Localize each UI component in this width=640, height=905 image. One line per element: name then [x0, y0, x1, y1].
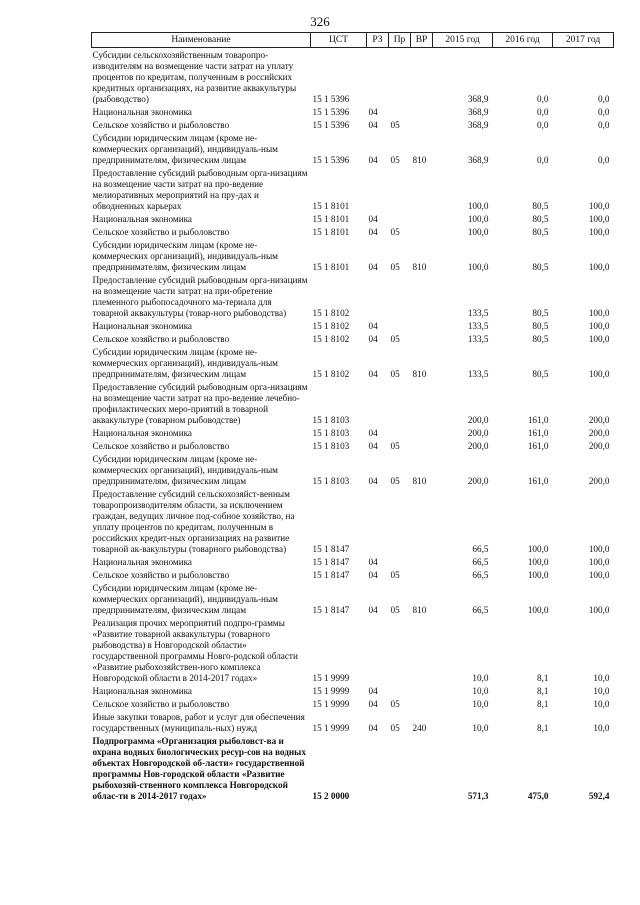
row-2017: 592,4 — [588, 791, 610, 801]
row-pr: 05 — [390, 605, 400, 615]
row-2017: 10,0 — [593, 699, 610, 709]
table-row — [92, 568, 614, 581]
row-cst: 15 1 8101 — [312, 214, 350, 224]
table-row — [92, 131, 614, 166]
row-cst: 15 1 5396 — [312, 155, 350, 165]
row-vr — [411, 555, 433, 568]
table-row — [92, 332, 614, 345]
row-2017: 100,0 — [588, 557, 610, 567]
row-vr — [411, 426, 433, 439]
row-cst: 15 1 9999 — [312, 686, 350, 696]
row-name: Субсидии юридическим лицам (кроме не-коммерческих организаций), индивидуаль-ным предпринимателям, физическим лицам — [92, 454, 278, 486]
row-2016: 475,0 — [527, 791, 549, 801]
row-2017: 100,0 — [588, 321, 610, 331]
row-rz: 04 — [368, 570, 378, 580]
row-vr — [411, 212, 433, 225]
row-cst: 15 1 8101 — [312, 262, 350, 272]
row-2017: 100,0 — [588, 201, 610, 211]
row-2017: 100,0 — [588, 334, 610, 344]
row-2016: 0,0 — [537, 94, 549, 104]
row-2017: 10,0 — [593, 673, 610, 683]
row-cst: 15 1 8147 — [312, 570, 350, 580]
page-number: 326 — [310, 14, 330, 29]
table-row — [92, 439, 614, 452]
row-2017: 0,0 — [598, 107, 610, 117]
table-row — [92, 225, 614, 238]
row-name: Сельское хозяйство и рыболовство — [92, 570, 230, 580]
row-2017: 200,0 — [588, 476, 610, 486]
row-2015: 200,0 — [467, 476, 489, 486]
row-pr — [389, 555, 411, 568]
table-row — [92, 555, 614, 568]
row-rz — [367, 616, 389, 684]
row-pr — [389, 616, 411, 684]
row-2017: 200,0 — [588, 428, 610, 438]
row-cst: 15 1 8102 — [312, 369, 350, 379]
row-cst: 15 1 9999 — [312, 673, 350, 683]
row-2016: 0,0 — [537, 120, 549, 130]
row-2016: 161,0 — [527, 441, 549, 451]
row-2016: 161,0 — [527, 476, 549, 486]
row-rz — [367, 734, 389, 802]
row-name: Предоставление субсидий рыбоводным орга-низациям на возмещение части затрат на при-обретение племенного рыбопосадочного ма-териала для товарной аквакультуры (товар-ного рыбоводства) — [92, 275, 308, 318]
table-row — [92, 581, 614, 616]
row-cst: 15 1 8101 — [312, 201, 350, 211]
row-rz: 04 — [368, 605, 378, 615]
row-cst: 15 1 8103 — [312, 415, 350, 425]
table-row — [92, 710, 614, 734]
row-name: Иные закупки товаров, работ и услуг для обеспечения государственных (муниципаль-ных) нужд — [92, 712, 305, 733]
row-2016: 161,0 — [527, 415, 549, 425]
row-2015: 100,0 — [467, 227, 489, 237]
row-name: Национальная экономика — [92, 214, 193, 224]
row-pr: 05 — [390, 570, 400, 580]
row-vr — [411, 616, 433, 684]
table-row — [92, 697, 614, 710]
row-2015: 66,5 — [472, 570, 489, 580]
row-rz: 04 — [368, 699, 378, 709]
table-row — [92, 426, 614, 439]
row-2016: 80,5 — [532, 334, 549, 344]
row-pr — [389, 48, 411, 106]
row-vr — [411, 439, 433, 452]
row-cst: 15 1 5396 — [312, 120, 350, 130]
row-pr: 05 — [390, 262, 400, 272]
table-row — [92, 273, 614, 319]
row-2015: 66,5 — [472, 557, 489, 567]
row-2017: 100,0 — [588, 570, 610, 580]
row-name: Сельское хозяйство и рыболовство — [92, 120, 230, 130]
header-2017: 2017 год — [553, 33, 614, 48]
row-name: Субсидии юридическим лицам (кроме не-коммерческих организаций), индивидуаль-ным предпринимателям, физическим лицам — [92, 583, 278, 615]
table-row — [92, 105, 614, 118]
row-2015: 10,0 — [472, 673, 489, 683]
row-2015: 368,9 — [467, 155, 489, 165]
row-2015: 571,3 — [467, 791, 489, 801]
header-2016: 2016 год — [493, 33, 553, 48]
row-name: Национальная экономика — [92, 686, 193, 696]
row-2016: 80,5 — [532, 214, 549, 224]
table-row — [92, 487, 614, 555]
row-rz: 04 — [368, 107, 378, 117]
row-2016: 100,0 — [527, 557, 549, 567]
row-name: Субсидии юридическим лицам (кроме не-коммерческих организаций), индивидуаль-ным предпринимателям, физическим лицам — [92, 347, 278, 379]
row-cst: 15 1 8103 — [312, 428, 350, 438]
row-2015: 10,0 — [472, 699, 489, 709]
row-name: Предоставление субсидий сельскохозяйст-венным товаропроизводителям области, за исключением граждан, ведущих личное под-собное хозяйство, на уплату процентов по кредитам, полученным в российских кредит-ных организациях на развитие товарной ак-вакультуры (товарного рыбоводства) — [92, 489, 295, 554]
row-2017: 10,0 — [593, 723, 610, 733]
row-2017: 100,0 — [588, 214, 610, 224]
table-row — [92, 118, 614, 131]
row-pr — [389, 212, 411, 225]
row-vr — [411, 319, 433, 332]
row-2015: 133,5 — [467, 308, 489, 318]
row-rz — [367, 166, 389, 212]
row-2016: 100,0 — [527, 605, 549, 615]
row-2015: 368,9 — [467, 94, 489, 104]
row-name: Национальная экономика — [92, 557, 193, 567]
row-2017: 100,0 — [588, 369, 610, 379]
row-2016: 80,5 — [532, 201, 549, 211]
row-name: Предоставление субсидий рыбоводным орга-низациям на возмещение части затрат на про-ведение мелиоративных мероприятий на пру-дах и обводненных карьерах — [92, 168, 308, 211]
row-rz — [367, 48, 389, 106]
row-vr — [411, 118, 433, 131]
row-2016: 100,0 — [527, 570, 549, 580]
row-2015: 200,0 — [467, 415, 489, 425]
row-vr — [411, 684, 433, 697]
row-2017: 10,0 — [593, 686, 610, 696]
table-row — [92, 380, 614, 426]
row-2015: 100,0 — [467, 201, 489, 211]
header-pr: Пр — [389, 33, 411, 48]
row-pr — [389, 105, 411, 118]
row-2017: 100,0 — [588, 605, 610, 615]
row-rz — [367, 273, 389, 319]
row-rz: 04 — [368, 334, 378, 344]
row-2017: 100,0 — [588, 262, 610, 272]
table-row — [92, 48, 614, 106]
row-vr: 810 — [412, 155, 427, 165]
row-name: Субсидии юридическим лицам (кроме не-коммерческих организаций), индивидуаль-ным предпринимателям, физическим лицам — [92, 240, 278, 272]
row-2017: 100,0 — [588, 544, 610, 554]
row-name: Национальная экономика — [92, 107, 193, 117]
row-pr: 05 — [390, 227, 400, 237]
row-2017: 100,0 — [588, 308, 610, 318]
row-cst: 15 1 5396 — [312, 107, 350, 117]
row-vr — [411, 697, 433, 710]
row-cst: 15 1 8101 — [312, 227, 350, 237]
header-rz: РЗ — [367, 33, 389, 48]
table-row — [92, 319, 614, 332]
row-rz: 04 — [368, 321, 378, 331]
row-rz: 04 — [368, 723, 378, 733]
row-2016: 80,5 — [532, 262, 549, 272]
row-vr: 810 — [412, 369, 427, 379]
row-vr — [411, 273, 433, 319]
row-2015: 133,5 — [467, 334, 489, 344]
row-2016: 0,0 — [537, 155, 549, 165]
row-2016: 161,0 — [527, 428, 549, 438]
table-row — [92, 684, 614, 697]
table-row — [92, 166, 614, 212]
table-header-row — [92, 33, 614, 48]
row-pr: 05 — [390, 155, 400, 165]
header-name: Наименование — [92, 33, 311, 48]
row-2015: 100,0 — [467, 214, 489, 224]
row-pr — [389, 734, 411, 802]
row-2017: 0,0 — [598, 155, 610, 165]
row-2016: 8,1 — [537, 699, 549, 709]
row-vr: 810 — [412, 605, 427, 615]
row-name: Предоставление субсидий рыбоводным орга-низациям на возмещение части затрат на про-ведение лечебно-профилактических меро-приятий в товарной аквакультуре (товарном рыбоводстве) — [92, 382, 308, 425]
row-rz: 04 — [368, 155, 378, 165]
row-name: Реализация прочих мероприятий подпро-граммы «Развитие товарной аквакультуры (товарного рыбоводства) в Новгородской области» государственной программы Новго-родской области «Развитие рыбохозяйствен-ного комплекса Новгородской области в 2014-2017 годах» — [92, 618, 298, 683]
row-cst: 15 1 8102 — [312, 334, 350, 344]
table-row — [92, 734, 614, 802]
row-2015: 368,9 — [467, 120, 489, 130]
row-vr: 240 — [412, 723, 427, 733]
row-pr — [389, 380, 411, 426]
row-pr: 05 — [390, 120, 400, 130]
table-row — [92, 616, 614, 684]
row-pr — [389, 319, 411, 332]
row-name: Субсидии юридическим лицам (кроме не-коммерческих организаций), индивидуаль-ным предпринимателям, физическим лицам — [92, 133, 278, 165]
row-pr: 05 — [390, 699, 400, 709]
row-cst: 15 1 8103 — [312, 476, 350, 486]
row-pr — [389, 273, 411, 319]
row-cst: 15 1 8102 — [312, 321, 350, 331]
row-cst: 15 1 9999 — [312, 723, 350, 733]
row-name: Сельское хозяйство и рыболовство — [92, 227, 230, 237]
row-2015: 10,0 — [472, 723, 489, 733]
row-2017: 0,0 — [598, 120, 610, 130]
row-2016: 80,5 — [532, 321, 549, 331]
table-row — [92, 345, 614, 380]
header-2015: 2015 год — [433, 33, 493, 48]
row-cst: 15 1 8103 — [312, 441, 350, 451]
row-cst: 15 1 8147 — [312, 557, 350, 567]
header-cst: ЦСТ — [311, 33, 367, 48]
row-rz: 04 — [368, 428, 378, 438]
row-vr: 810 — [412, 476, 427, 486]
table-row — [92, 212, 614, 225]
table-body — [92, 48, 614, 803]
row-name: Сельское хозяйство и рыболовство — [92, 699, 230, 709]
row-vr — [411, 332, 433, 345]
row-2016: 80,5 — [532, 227, 549, 237]
row-name: Национальная экономика — [92, 428, 193, 438]
row-2016: 0,0 — [537, 107, 549, 117]
row-2016: 8,1 — [537, 673, 549, 683]
row-2015: 200,0 — [467, 428, 489, 438]
row-cst: 15 1 8147 — [312, 544, 350, 554]
row-2015: 66,5 — [472, 605, 489, 615]
row-rz: 04 — [368, 476, 378, 486]
row-cst: 15 1 8147 — [312, 605, 350, 615]
row-2015: 200,0 — [467, 441, 489, 451]
row-pr: 05 — [390, 334, 400, 344]
row-rz — [367, 487, 389, 555]
row-vr — [411, 380, 433, 426]
row-cst: 15 1 8102 — [312, 308, 350, 318]
table-row — [92, 238, 614, 273]
row-2016: 80,5 — [532, 308, 549, 318]
row-vr — [411, 225, 433, 238]
row-rz: 04 — [368, 369, 378, 379]
row-vr: 810 — [412, 262, 427, 272]
row-pr — [389, 166, 411, 212]
row-2017: 200,0 — [588, 441, 610, 451]
row-pr: 05 — [390, 723, 400, 733]
row-2015: 10,0 — [472, 686, 489, 696]
row-rz: 04 — [368, 557, 378, 567]
row-name: Национальная экономика — [92, 321, 193, 331]
row-vr — [411, 48, 433, 106]
row-2017: 100,0 — [588, 227, 610, 237]
row-pr: 05 — [390, 441, 400, 451]
header-vr: ВР — [411, 33, 433, 48]
row-2016: 100,0 — [527, 544, 549, 554]
row-pr: 05 — [390, 369, 400, 379]
row-2017: 0,0 — [598, 94, 610, 104]
row-name: Сельское хозяйство и рыболовство — [92, 334, 230, 344]
row-rz: 04 — [368, 262, 378, 272]
row-pr: 05 — [390, 476, 400, 486]
table-row — [92, 452, 614, 487]
row-2016: 80,5 — [532, 369, 549, 379]
row-rz: 04 — [368, 227, 378, 237]
row-2017: 200,0 — [588, 415, 610, 425]
row-vr — [411, 568, 433, 581]
row-name: Сельское хозяйство и рыболовство — [92, 441, 230, 451]
row-vr — [411, 734, 433, 802]
row-cst: 15 1 5396 — [312, 94, 350, 104]
row-2016: 8,1 — [537, 686, 549, 696]
row-vr — [411, 105, 433, 118]
row-rz: 04 — [368, 120, 378, 130]
budget-table — [91, 32, 614, 802]
row-2015: 133,5 — [467, 369, 489, 379]
row-name: Подпрограмма «Организация рыболовст-ва и охрана водных биологических ресур-сов на водных объектах Новгородской об-ласти» государственной программы Нов-городской области «Развитие рыбохозяй-ственного комплекса Новгородской облас-ти в 2014-2017 годах» — [92, 736, 306, 801]
row-pr — [389, 487, 411, 555]
row-rz — [367, 380, 389, 426]
row-pr — [389, 426, 411, 439]
row-2015: 100,0 — [467, 262, 489, 272]
row-cst: 15 1 9999 — [312, 699, 350, 709]
row-rz: 04 — [368, 214, 378, 224]
row-2015: 66,5 — [472, 544, 489, 554]
row-rz: 04 — [368, 686, 378, 696]
row-rz: 04 — [368, 441, 378, 451]
row-pr — [389, 684, 411, 697]
row-2015: 133,5 — [467, 321, 489, 331]
row-vr — [411, 166, 433, 212]
row-cst: 15 2 0000 — [312, 791, 350, 801]
row-2016: 8,1 — [537, 723, 549, 733]
row-vr — [411, 487, 433, 555]
row-name: Субсидии сельскохозяйственным товаропро-изводителям на возмещение части затрат на уплату процентов по кредитам, полученным в российских кредитных организациях, на развитие аквакультуры (рыбоводство) — [92, 50, 297, 104]
row-2015: 368,9 — [467, 107, 489, 117]
